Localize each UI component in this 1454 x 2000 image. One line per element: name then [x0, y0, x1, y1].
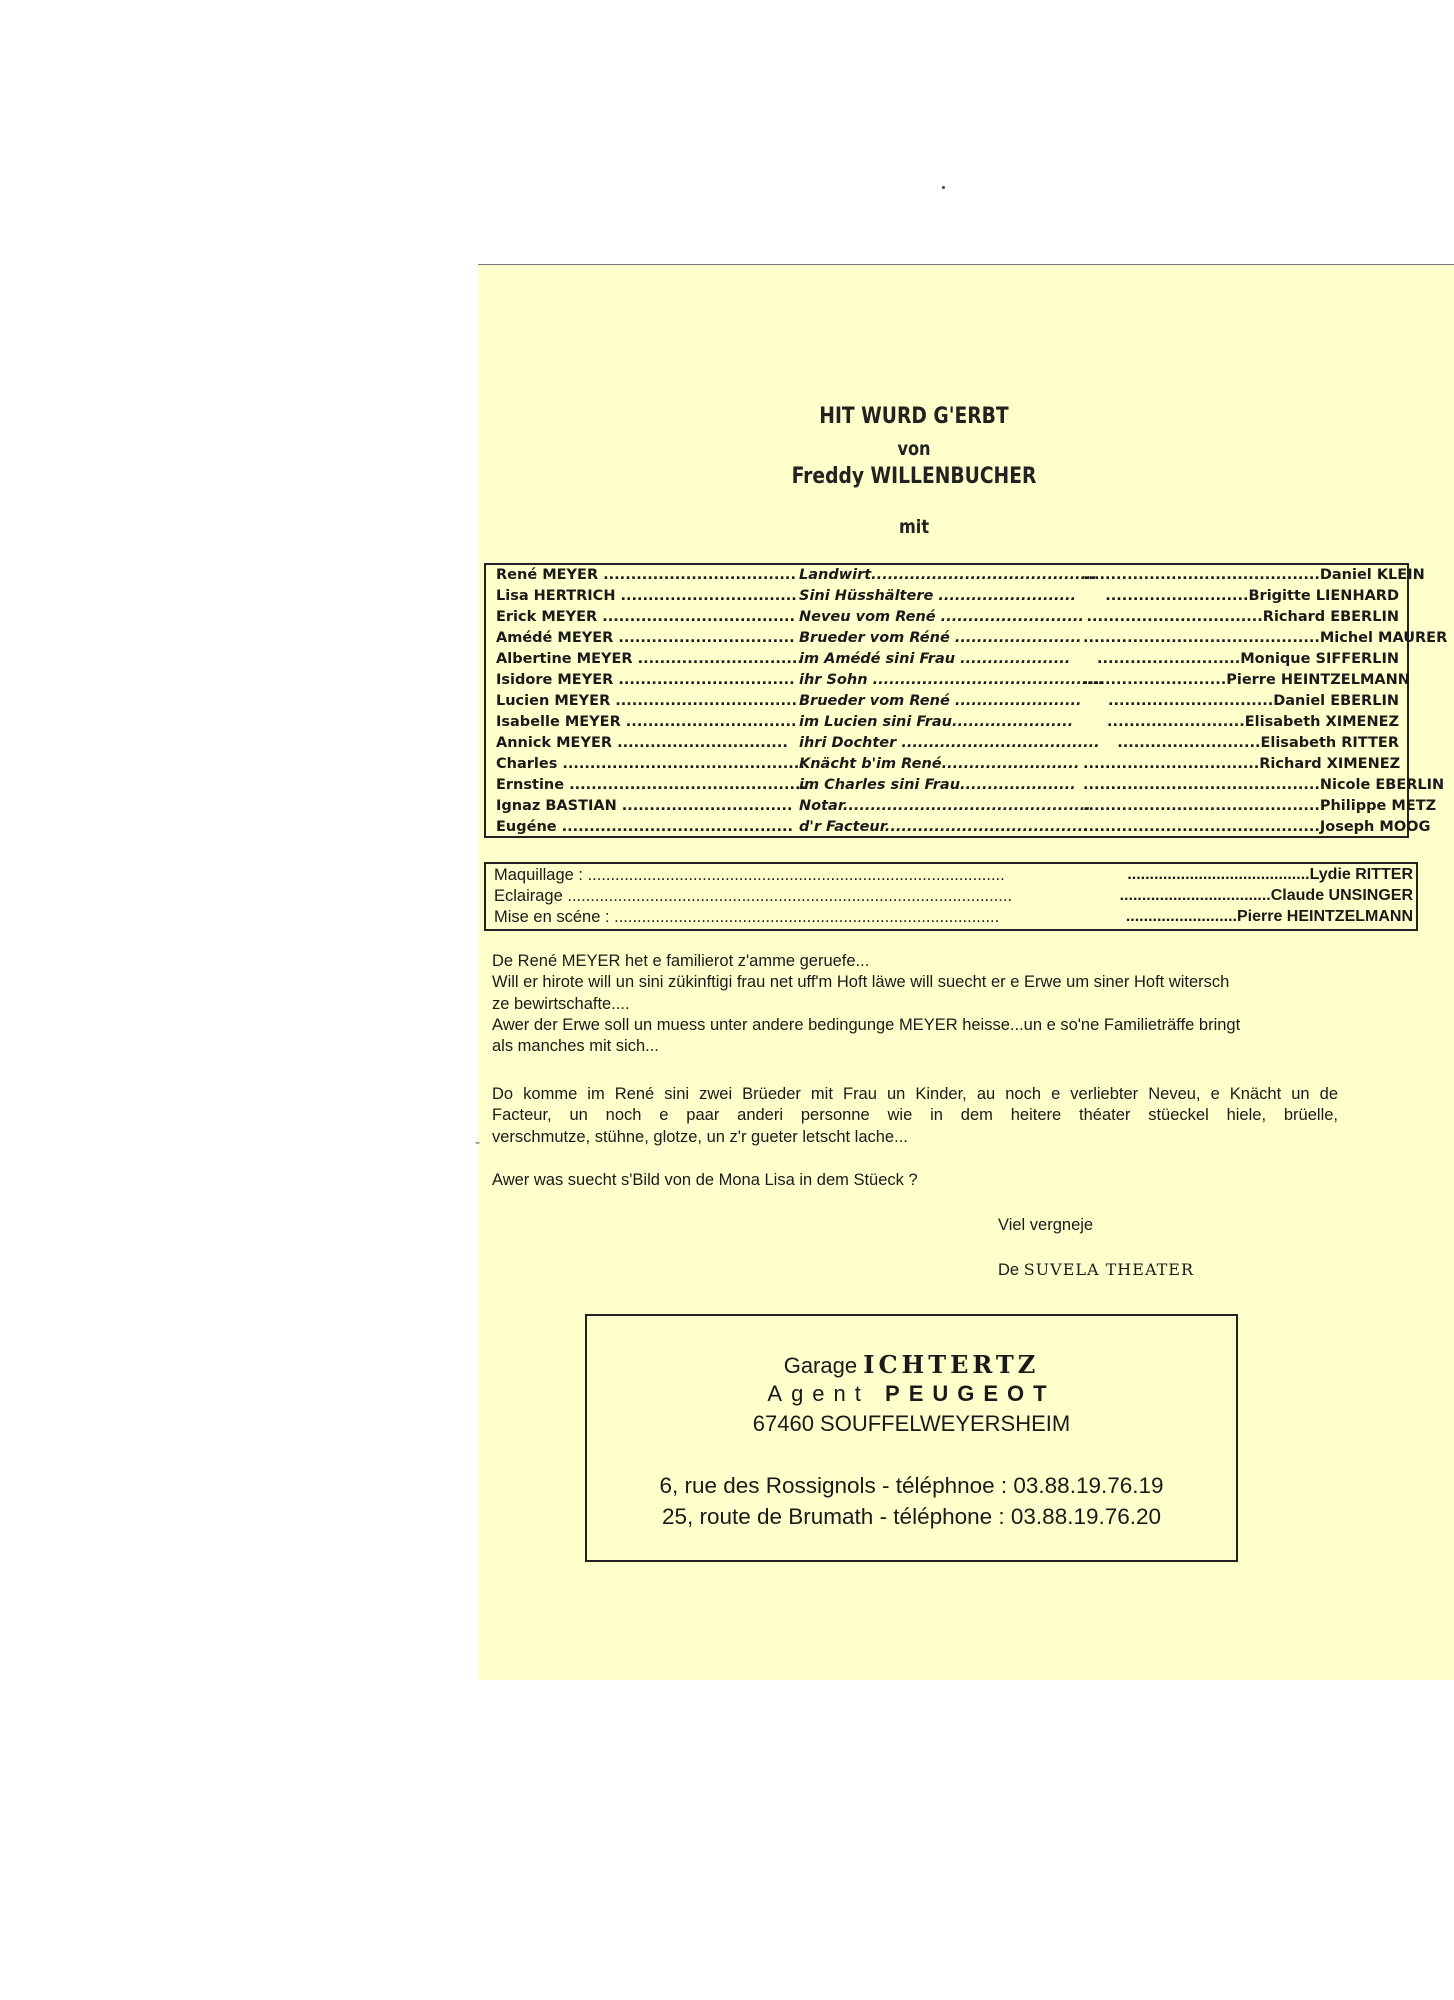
actor-name: ...........................................Joseph MOOG [1083, 819, 1431, 835]
cast-row [486, 798, 1437, 819]
character-name: René MEYER ................................... [496, 567, 796, 583]
cast-row [486, 672, 1410, 693]
cast-row [486, 630, 1448, 651]
crew-job: Eclairage ................................................................................................. [494, 887, 1013, 905]
cast-row [486, 735, 1407, 756]
character-role: Brueder vom Réné ....................... [799, 630, 1082, 646]
text-line: Awer der Erwe soll un muess unter andere bedingunge MEYER heisse...un e so'ne Familieträffe bringt [492, 1015, 1241, 1034]
actor-name: ...........................................Nicole EBERLIN [1083, 777, 1445, 793]
cast-row [486, 693, 1407, 714]
ad-garage-line [587, 1350, 1236, 1379]
actor-name: .........................Elisabeth XIMENEZ [1107, 714, 1399, 730]
character-name: Eugéne .......................................... [496, 819, 793, 835]
text-line: als manches mit sich... [492, 1037, 659, 1056]
character-name: Lisa HERTRICH ................................ [496, 588, 797, 604]
actor-name: ..............................Daniel EBERLIN [1107, 693, 1399, 709]
crew-row [486, 887, 1416, 908]
text-line: Facteur, un noch e paar anderi personne wie in dem heitere théater stüeckel hiele, brüelle, [492, 1106, 1338, 1125]
character-role: Sini Hüsshältere ......................... [799, 588, 1077, 604]
character-role: ihri Dochter .................................... [799, 735, 1100, 751]
text-line: Will er hirote will un sini zükinftigi frau net uff'm Hoft läwe will suecht er e Erwe um siner Hoft witersch [492, 973, 1230, 992]
actor-name: ..........................Brigitte LIENHARD [1105, 588, 1399, 604]
text-line: De René MEYER het e familierot z'amme geruefe... [492, 952, 870, 970]
stray-mark: - [475, 1135, 481, 1151]
crew-row [486, 866, 1416, 887]
cast-row [486, 588, 1407, 609]
text-line: ze bewirtschafte.... [492, 994, 630, 1013]
crew-job: Mise en scéne : .................................................................................... [494, 908, 1000, 926]
actor-name: ...........................................Philippe METZ [1083, 798, 1437, 814]
actor-name: ................................Richard XIMENEZ [1083, 756, 1401, 772]
von-label: von [897, 438, 931, 460]
garage-advertisement [585, 1314, 1238, 1562]
crew-job: Maquillage : ........................................................................................... [494, 866, 1005, 884]
character-name: Charles ............................................ [496, 756, 805, 772]
cast-row [486, 756, 1407, 777]
character-role: Knächt b'im René......................... [799, 756, 1080, 772]
synopsis-question: Awer was suecht s'Bild von de Mona Lisa in dem Stüeck ? [492, 1171, 918, 1189]
crew-table [484, 862, 1418, 931]
garage-brand: ICHTERTZ [863, 1350, 1040, 1379]
character-role: Notar............................................. [799, 798, 1091, 814]
garage-label: Garage [783, 1353, 858, 1378]
character-role: im Lucien sini Frau...................... [799, 714, 1074, 730]
character-name: Ignaz BASTIAN ............................... [496, 798, 793, 814]
actor-name: ..........................Monique SIFFERLIN [1097, 651, 1399, 667]
cast-row [486, 777, 1445, 798]
character-name: Ernstine ........................................... [496, 777, 806, 793]
character-role: Neveu vom René .......................... [799, 609, 1084, 625]
synopsis-paragraph-1 [492, 951, 1338, 1057]
actor-name: ................................Richard EBERLIN [1086, 609, 1399, 625]
cast-row [486, 567, 1425, 588]
character-role: Landwirt......................................... [799, 567, 1098, 583]
character-role: im Charles sini Frau..................... [799, 777, 1076, 793]
theater-name: SUVELA THEATER [1023, 1260, 1195, 1279]
character-role: im Amédé sini Frau .................... [799, 651, 1071, 667]
crew-person: .........................Pierre HEINTZELMANN [1125, 908, 1413, 925]
ad-address-1: 6, rue des Rossignols - téléphnoe : 03.88.19.76.19 [659, 1473, 1164, 1498]
character-name: Isidore MEYER ................................ [496, 672, 795, 688]
signature-prefix: De [998, 1261, 1020, 1279]
text-line: verschmutze, stühne, glotze, un z'r gueter letscht lache... [492, 1127, 908, 1146]
crew-row [486, 908, 1416, 929]
character-name: Lucien MEYER ................................. [496, 693, 798, 709]
play-title: HIT WURD G'ERBT [819, 404, 1009, 429]
actor-name: ...........................................Daniel KLEIN [1083, 567, 1425, 583]
cast-row [486, 714, 1407, 735]
ad-city: 67460 SOUFFELWEYERSHEIM [752, 1411, 1071, 1436]
character-role: ihr Sohn .......................................... [799, 672, 1104, 688]
character-role: d'r Facteur..................................... [799, 819, 1089, 835]
actor-name: ..........................Pierre HEINTZELMANN [1083, 672, 1410, 688]
actor-name: ..........................Elisabeth RITTER [1117, 735, 1399, 751]
scan-dot [942, 186, 945, 189]
signature [998, 1260, 1194, 1280]
author-name: Freddy WILLENBUCHER [791, 464, 1037, 489]
cast-row [486, 651, 1407, 672]
ad-address-2: 25, route de Brumath - téléphone : 03.88.19.76.20 [661, 1504, 1162, 1529]
character-name: Annick MEYER ............................... [496, 735, 788, 751]
character-role: Brueder vom René ....................... [799, 693, 1082, 709]
character-name: Erick MEYER ................................... [496, 609, 796, 625]
agent-label: Agent [767, 1381, 870, 1406]
character-name: Albertine MEYER .............................. [496, 651, 803, 667]
character-name: Isabelle MEYER ............................... [496, 714, 797, 730]
crew-person: .........................................Lydie RITTER [1127, 866, 1413, 883]
crew-person: ..................................Claude UNSINGER [1119, 887, 1413, 904]
cast-table [484, 563, 1448, 838]
cast-row [486, 609, 1407, 630]
synopsis-paragraph-2 [492, 1084, 1338, 1148]
character-name: Amédé MEYER ................................ [496, 630, 795, 646]
closing-greeting: Viel vergneje [998, 1216, 1094, 1234]
mit-label: mit [898, 516, 930, 538]
text-line: Do komme im René sini zwei Brüeder mit Frau un Kinder, au noch e verliebter Neveu, e Knächt un de [492, 1085, 1338, 1103]
cast-row [486, 819, 1431, 840]
car-make: PEUGEOT [885, 1381, 1056, 1406]
ad-agent-line [587, 1381, 1236, 1407]
actor-name: ...........................................Michel MAURER [1083, 630, 1448, 646]
